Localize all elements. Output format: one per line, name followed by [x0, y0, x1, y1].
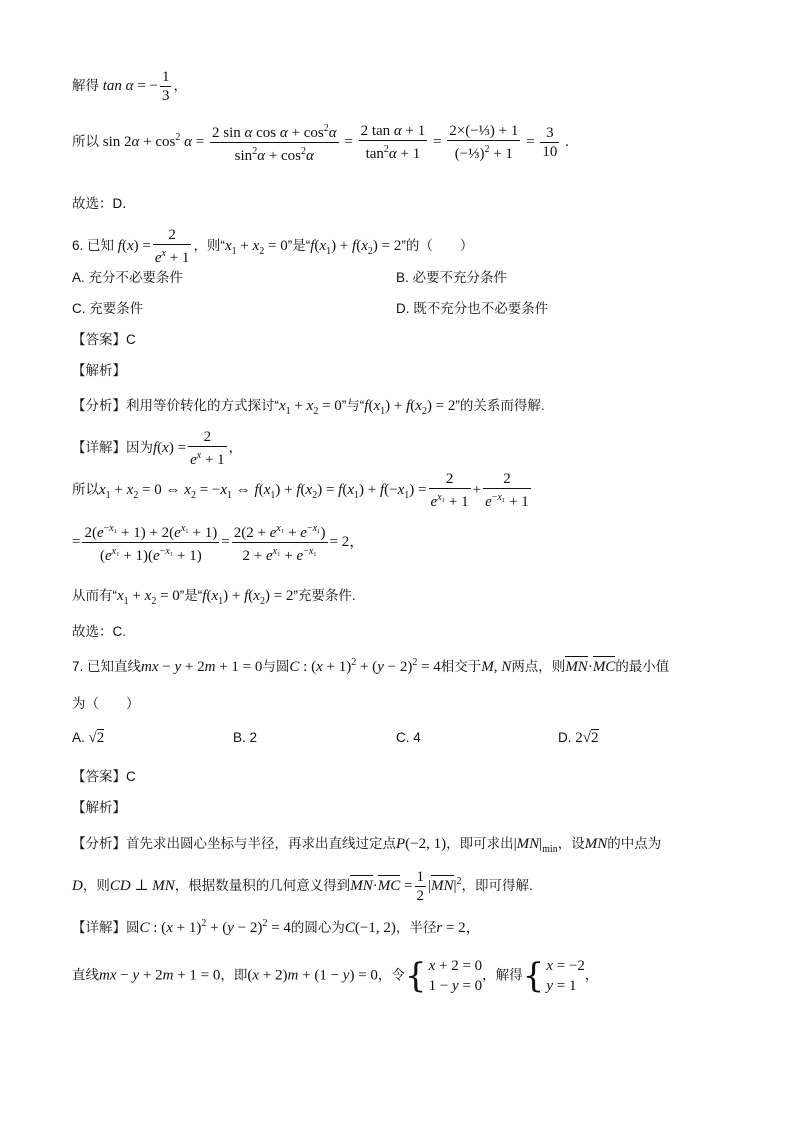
q7-line-point: 直线mx − y + 2m + 1 = 0，即(x + 2)m + (1 − y) = 0，令{ x + 2 = 0 1 − y = 0，解得{ x = −2 y = 1，	[72, 956, 599, 996]
text: ，根据数量积的几何意义得到	[174, 878, 351, 894]
text: D.	[558, 730, 572, 745]
text: ”充要条件.	[293, 588, 356, 603]
text: ，则	[82, 878, 110, 894]
text: 直线	[72, 967, 99, 983]
q6-stem: 6. 已知 f(x) = $\frac{2}{e^x + 1}$ ，则“$x_1 + x_2 = 0$”是“$f(x_1) + f(x_2) = 2$”的（ ）	[72, 227, 474, 266]
q6-analysis-label: 【解析】	[72, 363, 126, 378]
q7-stem: 7. 已知直线mx − y + 2m + 1 = 0与圆C : $(x + 1)^2 + (y - 2)^2 = 4$相交于M, N两点，则MN·MC的最小值	[72, 657, 670, 675]
q6-derivation-1: 所以$x_1 + x_2 = 0$ ⇔ $x_2 = -x_1$ ⇔ $f(x_1) + f(x_2) = f(x_1) + f(-x_1)$ = $\frac{2}{e^{x_1} + 1}$ + $\frac{2}{e^{-x_1} + 1}$	[72, 471, 529, 510]
text: 【分析】首先求出圆心坐标与半径，再求出直线过定点	[72, 836, 396, 851]
solution-line-ratio: 所以 $\sin 2\alpha + \cos^2 \alpha$ = $\frac{2 \sin \alpha \cos \alpha + \cos^2\alpha}{\sin^2\alpha + \cos^2\alpha}$ = $\frac{\text{2 tan α + 1}}{\tan^2\alpha + 1}$ = $\frac{\text{2×(−⅓) + 1}}{(-\frac{1}{3})^2 + 1}$ = $\frac{3}{10}$ .	[72, 120, 569, 165]
text: 相交于	[440, 659, 482, 674]
q6-choose: 故选：C.	[72, 624, 126, 639]
q6-xiangjie: 【详解】因为f(x) = $\frac{2}{e^x + 1}$ ，	[72, 429, 243, 468]
text: 两点，则	[511, 659, 566, 674]
text: ，即	[220, 967, 248, 983]
q6-option-d[interactable]: D. 既不充分也不必要条件	[396, 301, 549, 316]
text: ”的关系而得解.	[455, 398, 545, 413]
q6-option-a[interactable]: A. 充分不必要条件	[72, 270, 184, 285]
q6-answer: 【答案】C	[72, 332, 136, 347]
q7-analysis-label: 【解析】	[72, 800, 126, 815]
q6-derivation-2: = $\frac{2(e^{-x_1} + 1) + 2(e^{x_1} + 1)}{(e^{x_1} + 1)(e^{-x_1} + 1)}$ = $\frac{2(2 + e^{x_1} + e^{-x_1})}{2 + e^{x_1} + e^{-x_1}}$ = 2，	[72, 520, 364, 565]
text: ”是“	[179, 588, 203, 603]
q7-xiangjie: 【详解】圆C : $(x + 1)^2 + (y - 2)^2 = 4$的圆心为C(−1, 2)，半径r = 2，	[72, 918, 481, 936]
text: 与圆	[262, 659, 290, 674]
q7-option-a[interactable]: A. √2	[72, 730, 105, 746]
text: A.	[72, 730, 85, 745]
q6-option-b[interactable]: B. 必要不充分条件	[396, 270, 508, 285]
text: 的中点为	[607, 836, 662, 851]
text: ，设	[557, 836, 585, 851]
text: ，解得	[482, 967, 523, 983]
text: 【详解】因为	[72, 440, 153, 456]
text: 【分析】利用等价转化的方式探讨“	[72, 398, 279, 413]
text: ，半径	[395, 920, 437, 935]
text: 从而有“	[72, 588, 117, 603]
q7-answer: 【答案】C	[72, 769, 136, 784]
q6-option-c[interactable]: C. 充要条件	[72, 301, 144, 316]
text: ”是“	[287, 238, 311, 254]
text: ，则“	[193, 238, 225, 254]
text: ”与“	[341, 398, 365, 413]
q7-fenxi: 【分析】首先求出圆心坐标与半径，再求出直线过定点P(−2, 1)，即可求出$|MN|_{min}$，设MN的中点为	[72, 836, 662, 855]
q6-conclusion: 从而有“$x_1 + x_2 = 0$”是“$f(x_1) + f(x_2) = 2$”充要条件.	[72, 588, 356, 607]
choose-d: 故选：D．	[72, 196, 136, 211]
q7-option-b[interactable]: B. 2	[233, 730, 258, 745]
q7-option-d[interactable]: D. 2√2	[558, 730, 599, 746]
text: .	[565, 134, 569, 151]
text: 所以	[72, 482, 99, 498]
solution-line-tan: 解得 tan α = − $\frac{1}{3}$ ，	[72, 69, 187, 104]
q7-option-c[interactable]: C. 4	[396, 730, 421, 745]
q6-fenxi: 【分析】利用等价转化的方式探讨“$x_1 + x_2 = 0$”与“$f(x_1) + f(x_2) = 2$”的关系而得解.	[72, 398, 545, 417]
text: 的最小值	[615, 659, 670, 674]
q7-stem-2: 为（ ）	[72, 696, 140, 711]
text: 解得	[72, 78, 99, 94]
text: 7. 已知直线	[72, 659, 142, 674]
text: ”的（ ）	[401, 238, 474, 254]
text: ，令	[377, 967, 405, 983]
text: 的圆心为	[290, 920, 345, 935]
text: ，即可得解.	[461, 878, 533, 894]
text: 【详解】圆	[72, 920, 140, 935]
q7-fenxi-2: D，则CD ⊥ MN，根据数量积的几何意义得到MN·MC = $\frac{1}{2}$ $|MN|^2$，即可得解.	[72, 869, 533, 904]
text: ，	[173, 78, 187, 94]
text: 6. 已知	[72, 238, 115, 254]
text: 所以	[72, 134, 99, 150]
text: ，	[584, 967, 599, 983]
text: ，即可求出	[446, 836, 514, 851]
